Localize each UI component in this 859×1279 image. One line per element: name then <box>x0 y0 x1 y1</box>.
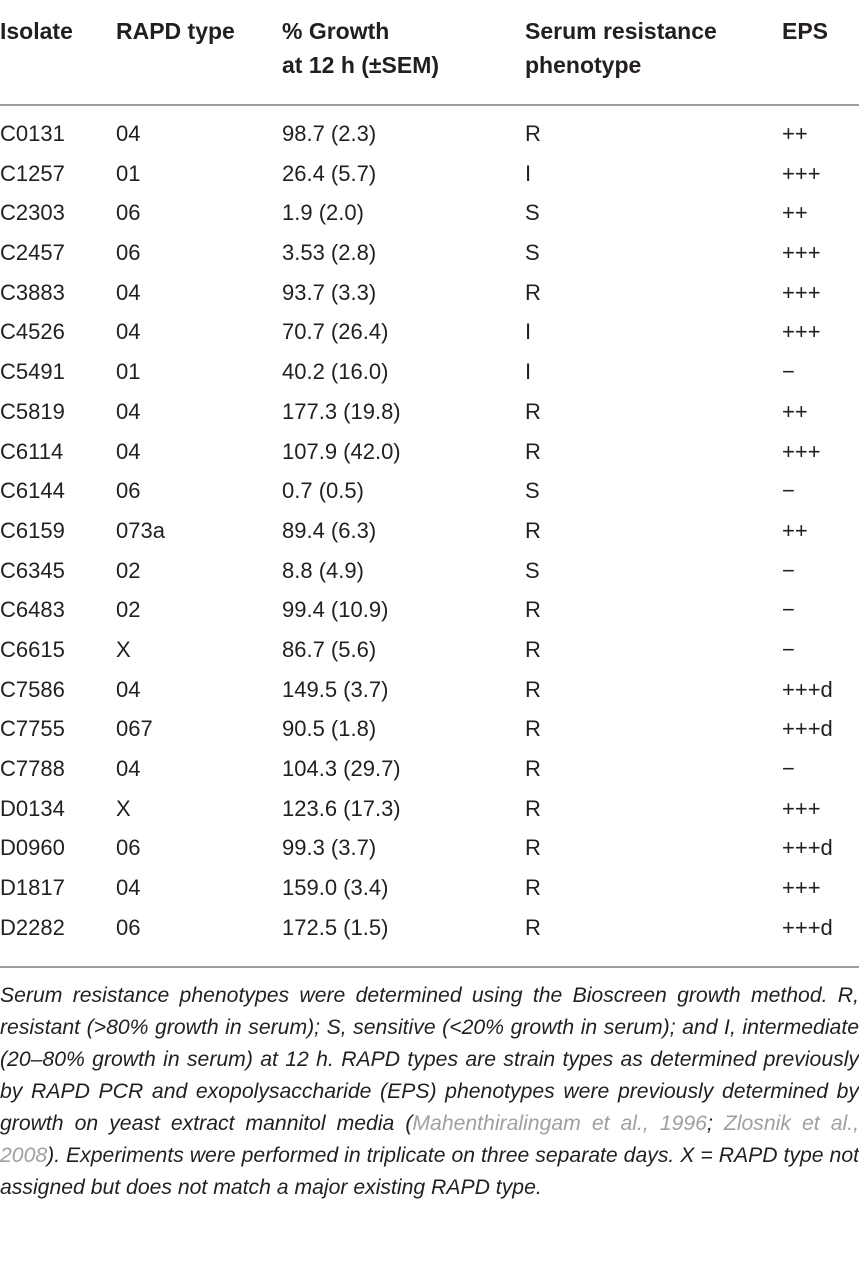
table-row <box>0 352 859 392</box>
cell-phenotype: R <box>525 875 541 901</box>
cell-growth: 99.4 (10.9) <box>282 597 389 623</box>
table-body <box>0 114 859 947</box>
table-row <box>0 432 859 472</box>
cell-growth: 86.7 (5.6) <box>282 636 377 662</box>
cell-rapd-type: 06 <box>116 240 141 266</box>
cell-isolate: C6159 <box>0 517 65 543</box>
table-row <box>0 590 859 630</box>
cell-rapd-type: 04 <box>116 319 141 345</box>
cell-growth: 99.3 (3.7) <box>282 835 377 861</box>
header-serum-resistance: Serum resistance phenotype <box>525 18 717 78</box>
cell-eps: +++ <box>782 160 821 186</box>
cell-rapd-type: 06 <box>116 914 141 940</box>
cell-phenotype: R <box>525 914 541 940</box>
table-row <box>0 670 859 710</box>
cell-growth: 89.4 (6.3) <box>282 517 377 543</box>
footnote-separator: ; <box>706 1112 724 1135</box>
cell-growth: 70.7 (26.4) <box>282 319 389 345</box>
header-eps: EPS <box>782 18 829 44</box>
cell-growth: 40.2 (16.0) <box>282 359 389 385</box>
table-footnote <box>0 980 859 1204</box>
cell-eps: − <box>782 557 795 583</box>
cell-phenotype: I <box>525 359 532 385</box>
cell-rapd-type: 04 <box>116 756 141 781</box>
cell-phenotype: S <box>525 478 540 504</box>
cell-isolate: D0134 <box>0 795 65 821</box>
cell-rapd-type: 06 <box>116 478 141 504</box>
cell-growth: 149.5 (3.7) <box>282 676 389 702</box>
cell-isolate: C5491 <box>0 359 65 385</box>
cell-rapd-type: 01 <box>116 359 141 385</box>
cell-phenotype: R <box>525 756 541 781</box>
cell-isolate: C2457 <box>0 240 65 266</box>
table-row <box>0 709 859 749</box>
cell-rapd-type: X <box>116 636 131 662</box>
cell-phenotype: R <box>525 517 541 543</box>
table-row <box>0 233 859 273</box>
cell-eps: +++d <box>782 676 833 702</box>
cell-phenotype: R <box>525 279 541 305</box>
table-row <box>0 193 859 233</box>
cell-growth: 90.5 (1.8) <box>282 716 377 742</box>
table-row <box>0 789 859 829</box>
footnote-text-2: ). Experiments were performed in triplicate on three separate days. X = RAPD type not assigned but does not match a major existing RAPD type. <box>0 1144 859 1199</box>
cell-eps: +++d <box>782 835 833 861</box>
cell-eps: ++ <box>782 200 808 226</box>
cell-eps: +++d <box>782 914 833 940</box>
cell-growth: 1.9 (2.0) <box>282 200 364 226</box>
cell-growth: 104.3 (29.7) <box>282 756 401 781</box>
cell-growth: 98.7 (2.3) <box>282 121 377 146</box>
cell-isolate: D0960 <box>0 835 65 861</box>
cell-rapd-type: 02 <box>116 597 141 623</box>
cell-eps: +++ <box>782 438 821 464</box>
cell-rapd-type: 04 <box>116 398 141 424</box>
cell-phenotype: R <box>525 676 541 702</box>
reference-link-mahenthiralingam[interactable]: Mahenthiralingam et al., 1996 <box>412 1112 707 1135</box>
table-row <box>0 154 859 194</box>
header-isolate: Isolate <box>0 18 73 44</box>
header-rule <box>0 104 859 106</box>
cell-phenotype: S <box>525 240 540 266</box>
cell-isolate: C6144 <box>0 478 65 504</box>
cell-phenotype: R <box>525 438 541 464</box>
cell-isolate: C7586 <box>0 676 65 702</box>
cell-rapd-type: 06 <box>116 835 141 861</box>
cell-phenotype: I <box>525 319 532 345</box>
table-row <box>0 749 859 789</box>
cell-phenotype: R <box>525 597 541 623</box>
cell-growth: 93.7 (3.3) <box>282 279 377 305</box>
table-row <box>0 392 859 432</box>
cell-eps: +++ <box>782 319 821 345</box>
cell-growth: 107.9 (42.0) <box>282 438 401 464</box>
cell-growth: 172.5 (1.5) <box>282 914 389 940</box>
cell-eps: ++ <box>782 398 808 424</box>
cell-phenotype: S <box>525 557 540 583</box>
cell-isolate: D1817 <box>0 875 65 901</box>
table-row <box>0 273 859 313</box>
cell-isolate: C6615 <box>0 636 65 662</box>
footnote-text-1: Serum resistance phenotypes were determined using the Bioscreen growth method. R, resistant (>80% growth in serum); S, sensitive (<20% growth in serum); and I, intermediate (20–80% growth in serum) at 12 h. RAPD types are strain types as determined previously by RAPD PCR and exopolysaccharide (EPS) phenotypes were previously determined by growth on yeast extract mannitol media ( <box>0 984 859 1135</box>
cell-eps: ++ <box>782 121 808 146</box>
cell-isolate: C7755 <box>0 716 65 742</box>
cell-eps: ++ <box>782 517 808 543</box>
cell-eps: +++ <box>782 240 821 266</box>
cell-rapd-type: 02 <box>116 557 141 583</box>
cell-phenotype: R <box>525 795 541 821</box>
table-row <box>0 114 859 154</box>
cell-growth: 8.8 (4.9) <box>282 557 364 583</box>
table-row <box>0 312 859 352</box>
cell-rapd-type: 06 <box>116 200 141 226</box>
reference-link-zlosnik[interactable]: Zlosnik et al., 2008 <box>0 1112 859 1167</box>
cell-eps: +++d <box>782 716 833 742</box>
cell-growth: 26.4 (5.7) <box>282 160 377 186</box>
table-row <box>0 828 859 868</box>
cell-eps: − <box>782 478 795 504</box>
cell-phenotype: R <box>525 835 541 861</box>
cell-growth: 177.3 (19.8) <box>282 398 401 424</box>
table-row <box>0 511 859 551</box>
cell-eps: +++ <box>782 875 821 901</box>
cell-isolate: C6114 <box>0 438 64 464</box>
cell-eps: − <box>782 636 795 662</box>
table-row <box>0 551 859 591</box>
cell-growth: 0.7 (0.5) <box>282 478 364 504</box>
table-header <box>0 0 859 104</box>
cell-isolate: D2282 <box>0 914 65 940</box>
cell-phenotype: R <box>525 398 541 424</box>
cell-isolate: C1257 <box>0 160 65 186</box>
cell-growth: 159.0 (3.4) <box>282 875 389 901</box>
header-rapd-type: RAPD type <box>116 18 235 44</box>
cell-rapd-type: 073a <box>116 517 165 543</box>
cell-phenotype: R <box>525 121 541 146</box>
cell-rapd-type: 04 <box>116 875 141 901</box>
cell-rapd-type: 04 <box>116 121 141 146</box>
cell-phenotype: R <box>525 636 541 662</box>
cell-phenotype: I <box>525 160 532 186</box>
cell-isolate: C6345 <box>0 557 65 583</box>
header-growth: % Growth at 12 h (±SEM) <box>282 18 440 78</box>
cell-phenotype: S <box>525 200 540 226</box>
cell-rapd-type: 04 <box>116 438 141 464</box>
table-row <box>0 471 859 511</box>
cell-rapd-type: 01 <box>116 160 141 186</box>
table-row <box>0 868 859 908</box>
bottom-rule <box>0 966 859 968</box>
cell-rapd-type: 04 <box>116 676 141 702</box>
cell-isolate: C5819 <box>0 398 65 424</box>
cell-isolate: C4526 <box>0 319 65 345</box>
cell-phenotype: R <box>525 716 541 742</box>
cell-eps: − <box>782 756 795 781</box>
cell-growth: 3.53 (2.8) <box>282 240 377 266</box>
cell-eps: − <box>782 359 795 385</box>
cell-eps: +++ <box>782 795 821 821</box>
cell-isolate: C3883 <box>0 279 65 305</box>
table-row <box>0 630 859 670</box>
cell-rapd-type: 067 <box>116 716 153 742</box>
cell-rapd-type: X <box>116 795 131 821</box>
cell-isolate: C2303 <box>0 200 65 226</box>
cell-isolate: C6483 <box>0 597 65 623</box>
cell-growth: 123.6 (17.3) <box>282 795 401 821</box>
cell-rapd-type: 04 <box>116 279 141 305</box>
cell-isolate: C0131 <box>0 121 65 146</box>
table-row <box>0 908 859 948</box>
cell-eps: +++ <box>782 279 821 305</box>
cell-eps: − <box>782 597 795 623</box>
cell-isolate: C7788 <box>0 756 65 781</box>
